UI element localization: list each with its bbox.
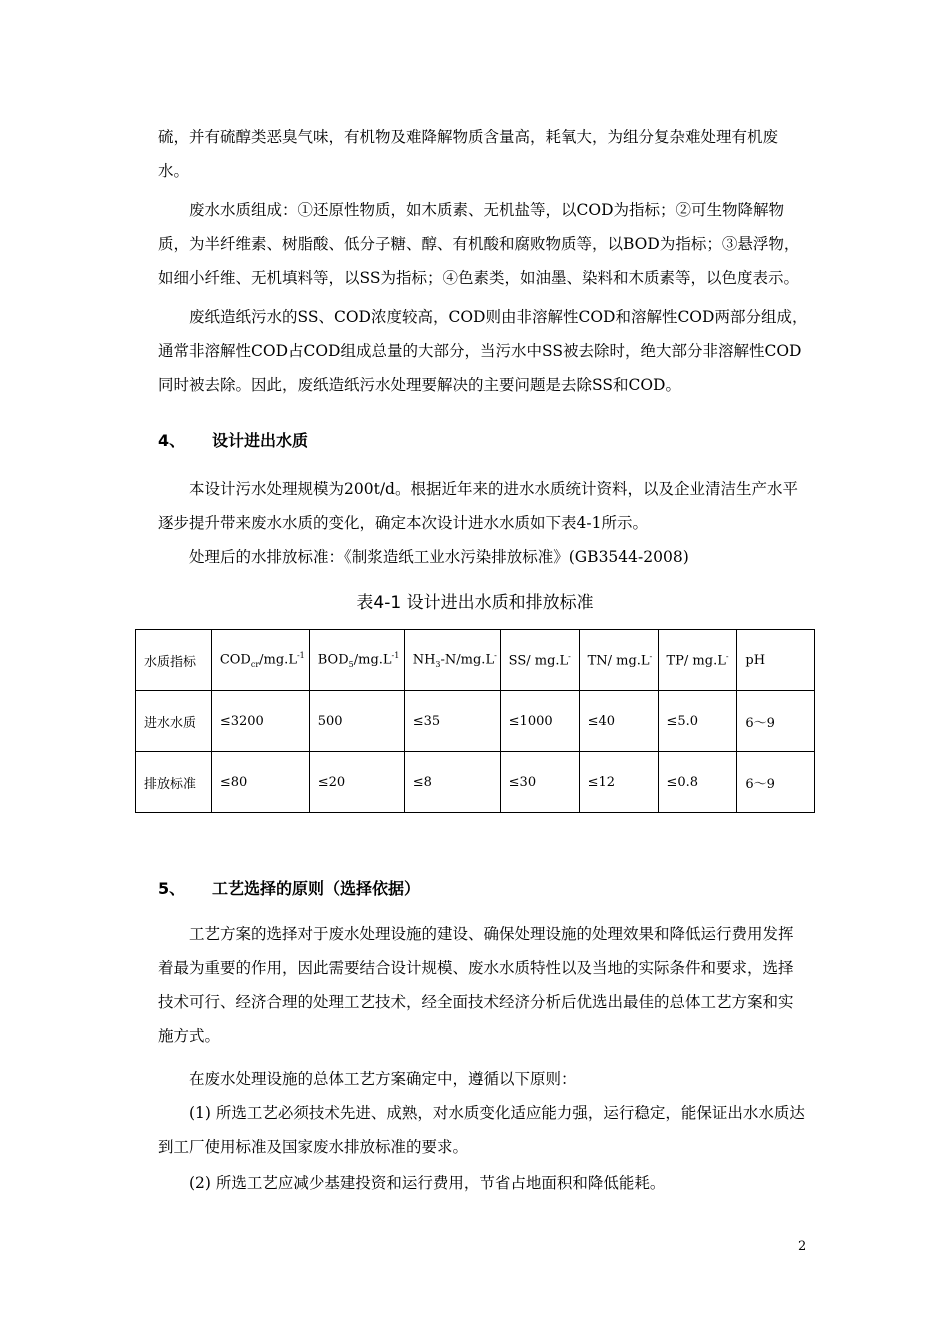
paragraph-process-selection: 工艺方案的选择对于废水处理设施的建设、确保处理设施的处理效果和降低运行费用发挥着最为重要的作用，因此需要结合设计规模、废水水质特性以及当地的实际条件和要求，选择技术可行、经济合理的处理工艺技术，经全面技术经济分析后优选出最佳的总体工艺方案和实施方式。 [158, 925, 794, 1045]
paragraph-water-composition: 废水水质组成：①还原性物质，如木质素、无机盐等，以COD为指标；②可生物降解物质，为半纤维素、树脂酸、低分子糖、醇、有机酸和腐败物质等，以BOD为指标；③悬浮物，如细小纤维、无机填料等，以SS为指标；④色素类，如油墨、染料和木质素等，以色度表示。 [158, 201, 800, 287]
table-cell: ≤80 [211, 752, 309, 813]
table-caption: 表4-1 设计进出水质和排放标准 [356, 593, 594, 613]
table-row [136, 752, 815, 813]
paragraph-design-scale: 本设计污水处理规模为200t/d。根据近年来的进水水质统计资料，以及企业清洁生产水平逐步提升带来废水水质的变化，确定本次设计进水水质如下表4-1所示。 [158, 480, 798, 532]
table-row [136, 691, 815, 752]
header-bod: $BOD_5/mg.L^{-1}$ [309, 630, 404, 691]
section-title: 设计进出水质 [212, 431, 309, 450]
principle-item-2: (2) 所选工艺应减少基建投资和运行费用，节省占地面积和降低能耗。 [189, 1174, 666, 1192]
table-cell: 6～9 [737, 752, 815, 813]
section-number: 5、 [158, 879, 186, 898]
header-tp: TP/ mg.L- [658, 630, 737, 691]
table-cell: 进水水质 [136, 691, 212, 752]
table-cell: ≤40 [579, 691, 658, 752]
table-cell: ≤30 [500, 752, 579, 813]
table-cell: ≤20 [309, 752, 404, 813]
table-cell: ≤0.8 [658, 752, 737, 813]
section-number: 4、 [158, 431, 186, 450]
water-quality-table [135, 629, 815, 813]
header-ph: pH [737, 630, 815, 691]
principle-item-1: (1) 所选工艺必须技术先进、成熟，对水质变化适应能力强，运行稳定，能保证出水水质达到工厂使用标准及国家废水排放标准的要求。 [158, 1104, 805, 1156]
table-cell: ≤5.0 [658, 691, 737, 752]
table-cell: ≤35 [404, 691, 500, 752]
section-title: 工艺选择的原则（选择依据） [212, 879, 421, 898]
table-header-row [136, 630, 815, 691]
section-heading-5 [158, 876, 420, 899]
header-tn: TN/ mg.L- [579, 630, 658, 691]
paragraph-continuation: 硫，并有硫醇类恶臭气味，有机物及难降解物质含量高，耗氧大，为组分复杂难处理有机废水。 [158, 128, 779, 180]
paragraph-ss-cod: 废纸造纸污水的SS、COD浓度较高，COD则由非溶解性COD和溶解性COD两部分组成，通常非溶解性COD占COD组成总量的大部分，当污水中SS被去除时，绝大部分非溶解性COD同时被去除。因此，废纸造纸污水处理要解决的主要问题是去除SS和COD。 [158, 308, 808, 394]
paragraph-discharge-standard: 处理后的水排放标准：《制浆造纸工业水污染排放标准》(GB3544-2008) [189, 548, 689, 566]
table-cell: ≤1000 [500, 691, 579, 752]
header-nh3n: $NH_3-N/mg.L^-$ [404, 630, 500, 691]
table-cell: 6～9 [737, 691, 815, 752]
header-indicator: 水质指标 [136, 630, 212, 691]
paragraph-principles-intro: 在废水处理设施的总体工艺方案确定中，遵循以下原则： [189, 1070, 577, 1088]
section-heading-4 [158, 428, 308, 451]
table-cell: 500 [309, 691, 404, 752]
header-cod: $COD_{cr}/mg.L^{-1}$ [211, 630, 309, 691]
table-cell: ≤3200 [211, 691, 309, 752]
page-number: 2 [798, 1239, 807, 1254]
header-ss: SS/ mg.L- [500, 630, 579, 691]
table-cell: ≤12 [579, 752, 658, 813]
table-cell: 排放标准 [136, 752, 212, 813]
table-cell: ≤8 [404, 752, 500, 813]
